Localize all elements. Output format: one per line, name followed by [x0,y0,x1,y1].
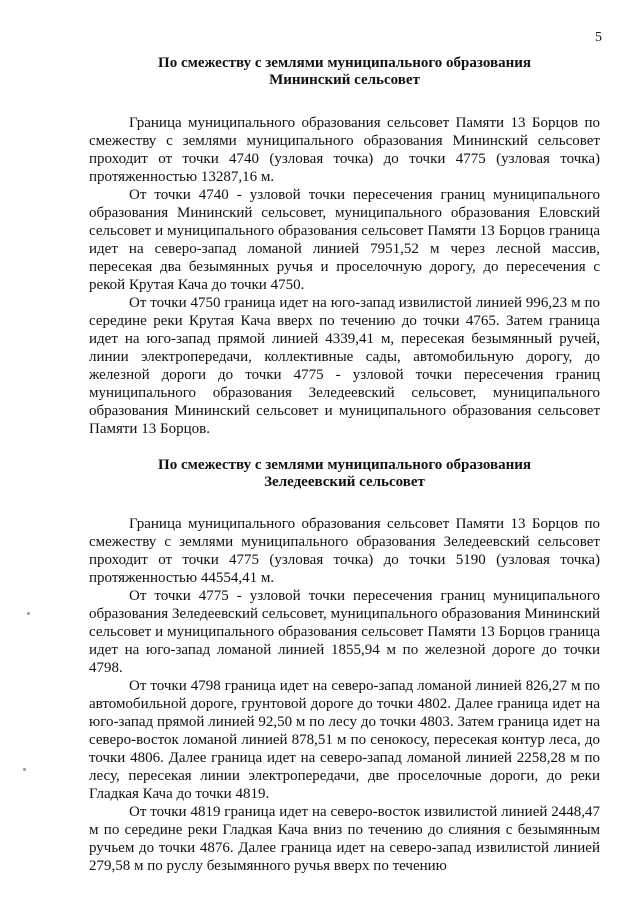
paragraph: Граница муниципального образования сельсовет Памяти 13 Борцов по смежеству с землями муниципального образования Мининский сельсовет проходит от точки 4740 (узловая точка) до точки 4775 (узловая точка) протяженностью 13287,16 м. [89,115,600,185]
section-heading-line2: Мининский сельсовет [269,72,420,88]
scan-speck [23,768,26,771]
paragraph: Граница муниципального образования сельсовет Памяти 13 Борцов по смежеству с землями муниципального образования Зеледеевский сельсовет проходит от точки 4775 (узловая точка) до точки 5190 (узловая точка) протяженностью 44554,41 м. [89,516,600,586]
paragraph: От точки 4740 - узловой точки пересечения границ муниципального образования Мининский сельсовет, муниципального образования Еловский сельсовет и муниципального образования сельсовет Памяти 13 Борцов граница идет на северо-запад ломаной линией 7951,52 м через лесной массив, пересекая два безымянных ручья и проселочную дорогу, до пересечения с рекой Крутая Кача до точки 4750. [89,187,600,293]
section-heading-line2: Зеледеевский сельсовет [264,474,425,490]
section-heading-line1: По смежеству с землями муниципального образования [158,55,531,71]
section-heading [89,457,600,491]
page-number: 5 [595,30,602,45]
scan-speck [27,612,30,615]
section-heading [89,55,600,89]
section-zeledeevsky [89,457,600,875]
section-heading-line1: По смежеству с землями муниципального образования [158,457,531,473]
document-body [89,55,600,875]
section-mininsky [89,55,600,438]
paragraph: От точки 4750 граница идет на юго-запад извилистой линией 996,23 м по середине реки Крутая Кача вверх по течению до точки 4765. Затем граница идет на юго-запад прямой линией 4339,41 м, пересекая безымянный ручей, линии электропередачи, коллективные сады, автомобильную дорогу, до железной дороги до точки 4775 - узловой точки пересечения границ муниципального образования Зеледеевский сельсовет, муниципального образования Мининский сельсовет и муниципального образования сельсовет Памяти 13 Борцов. [89,295,600,437]
paragraph: От точки 4775 - узловой точки пересечения границ муниципального образования Зеледеевский сельсовет, муниципального образования Мининский сельсовет и муниципального образования сельсовет Памяти 13 Борцов граница идет на юго-запад ломаной линией 1855,94 м по железной дороге до точки 4798. [89,588,600,676]
paragraph: От точки 4819 граница идет на северо-восток извилистой линией 2448,47 м по середине реки Гладкая Кача вниз по течению до слияния с безымянным ручьем до точки 4876. Далее граница идет на северо-запад извилистой линией 279,58 м по руслу безымянного ручья вверх по течению [89,804,600,874]
paragraph: От точки 4798 граница идет на северо-запад ломаной линией 826,27 м по автомобильной дороге, грунтовой дороге до точки 4802. Далее граница идет на юго-запад прямой линией 92,50 м по лесу до точки 4803. Затем граница идет на северо-восток ломаной линией 878,51 м по сенокосу, пересекая контур леса, до точки 4806. Далее граница идет на северо-запад ломаной линией 2258,28 м по лесу, пересекая линии электропередачи, две проселочные дороги, до реки Гладкая Кача до точки 4819. [89,678,600,802]
